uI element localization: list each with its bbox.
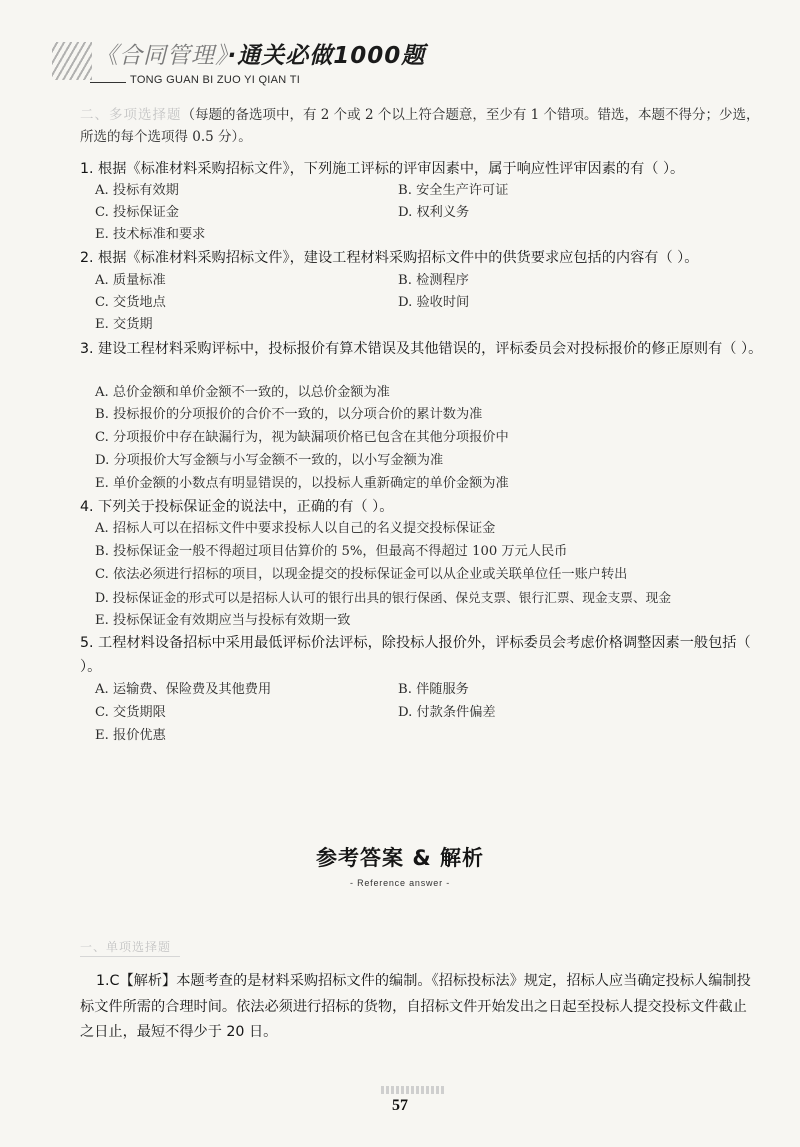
question-option: E. 投标保证金有效期应当与投标有效期一致 [95,613,351,628]
question-option: A. 运输费、保险费及其他费用 [95,682,272,697]
question-option: A. 投标有效期 [95,183,179,198]
book-title: 《合同管理》 [95,43,228,69]
section-heading [80,104,760,148]
question-option: D. 权利义务 [398,205,470,220]
question-option: A. 总价金额和单价金额不一致的，以总价金额为准 [95,385,390,400]
question-option: E. 技术标准和要求 [95,227,206,242]
question-option: C. 投标保证金 [95,205,179,220]
section-instructions: （每题的备选项中，有 2 个或 2 个以上符合题意，至少有 1 个错项。错选，本题不得分；少选，所选的每个选项得 0.5 分）。 [80,107,760,145]
question-option: D. 付款条件偏差 [398,705,496,720]
question-option: B. 检测程序 [398,273,469,288]
question-option: D. 投标保证金的形式可以是招标人认可的银行出具的银行保函、保兑支票、银行汇票、现金支票、现金 [95,590,672,605]
question-option: E. 单价金额的小数点有明显错误的，以投标人重新确定的单价金额为准 [95,476,509,491]
question-option: D. 验收时间 [398,295,470,310]
question-option: A. 招标人可以在招标文件中要求投标人以自己的名义提交投标保证金 [95,521,496,536]
question-option: C. 交货地点 [95,295,166,310]
question-stem: 2. 根据《标准材料采购招标文件》，建设工程材料采购招标文件中的供货要求应包括的内容有（ ）。 [80,250,699,266]
question-option: A. 质量标准 [95,273,166,288]
question-option: B. 伴随服务 [398,682,469,697]
question-option: C. 交货期限 [95,705,166,720]
header-pinyin: TONG GUAN BI ZUO YI QIAN TI [130,74,301,86]
header-rule [90,82,126,83]
question-stem: 3. 建设工程材料采购评标中，投标报价有算术错误及其他错误的，评标委员会对投标报价的修正原则有（ ）。 [80,341,763,357]
question-stem: 5. 工程材料设备招标中采用最低评标价法评标，除投标人报价外，评标委员会考虑价格调整因素一般包括（ ）。 [80,635,751,675]
question-option: E. 交货期 [95,317,153,332]
footer-decoration [381,1086,445,1094]
answer-explanation: 1.C【解析】本题考查的是材料采购招标文件的编制。《招标投标法》规定，招标人应当确定投标人编制投标文件所需的合理时间。依法必须进行招标的货物，自招标文件开始发出之日起至投标人提交投标文件截止之日止，最短不得少于 20 日。 [80,973,751,1040]
question-option: C. 分项报价中存在缺漏行为，视为缺漏项价格已包含在其他分项报价中 [95,430,509,445]
question-option: B. 投标报价的分项报价的合价不一致的，以分项合价的累计数为准 [95,407,483,422]
question-stem: 1. 根据《标准材料采购招标文件》，下列施工评标的评审因素中，属于响应性评审因素的有（ ）。 [80,161,685,177]
series-title: ·通关必做1000题 [227,43,426,69]
header-title [95,40,425,72]
question-option: B. 安全生产许可证 [398,183,509,198]
single-choice-heading: 一、单项选择题 [80,940,172,954]
single-choice-rule [80,956,180,957]
question-option: C. 依法必须进行招标的项目，以现金提交的投标保证金可以从企业或关联单位任一账户转出 [95,567,628,582]
answer-section-subtitle: - Reference answer - [349,878,451,888]
section-title: 二、多项选择题 [80,107,182,123]
question-option: B. 投标保证金一般不得超过项目估算价的 5%，但最高不得超过 100 万元人民币 [95,544,568,559]
answer-section-title: 参考答案 & 解析 [316,846,484,870]
header-decoration [52,42,92,80]
question-option: E. 报价优惠 [95,728,166,743]
question-option: D. 分项报价大写金额与小写金额不一致的，以小写金额为准 [95,453,444,468]
question-stem: 4. 下列关于投标保证金的说法中，正确的有（ ）。 [80,499,394,515]
page-number: 57 [392,1097,408,1114]
